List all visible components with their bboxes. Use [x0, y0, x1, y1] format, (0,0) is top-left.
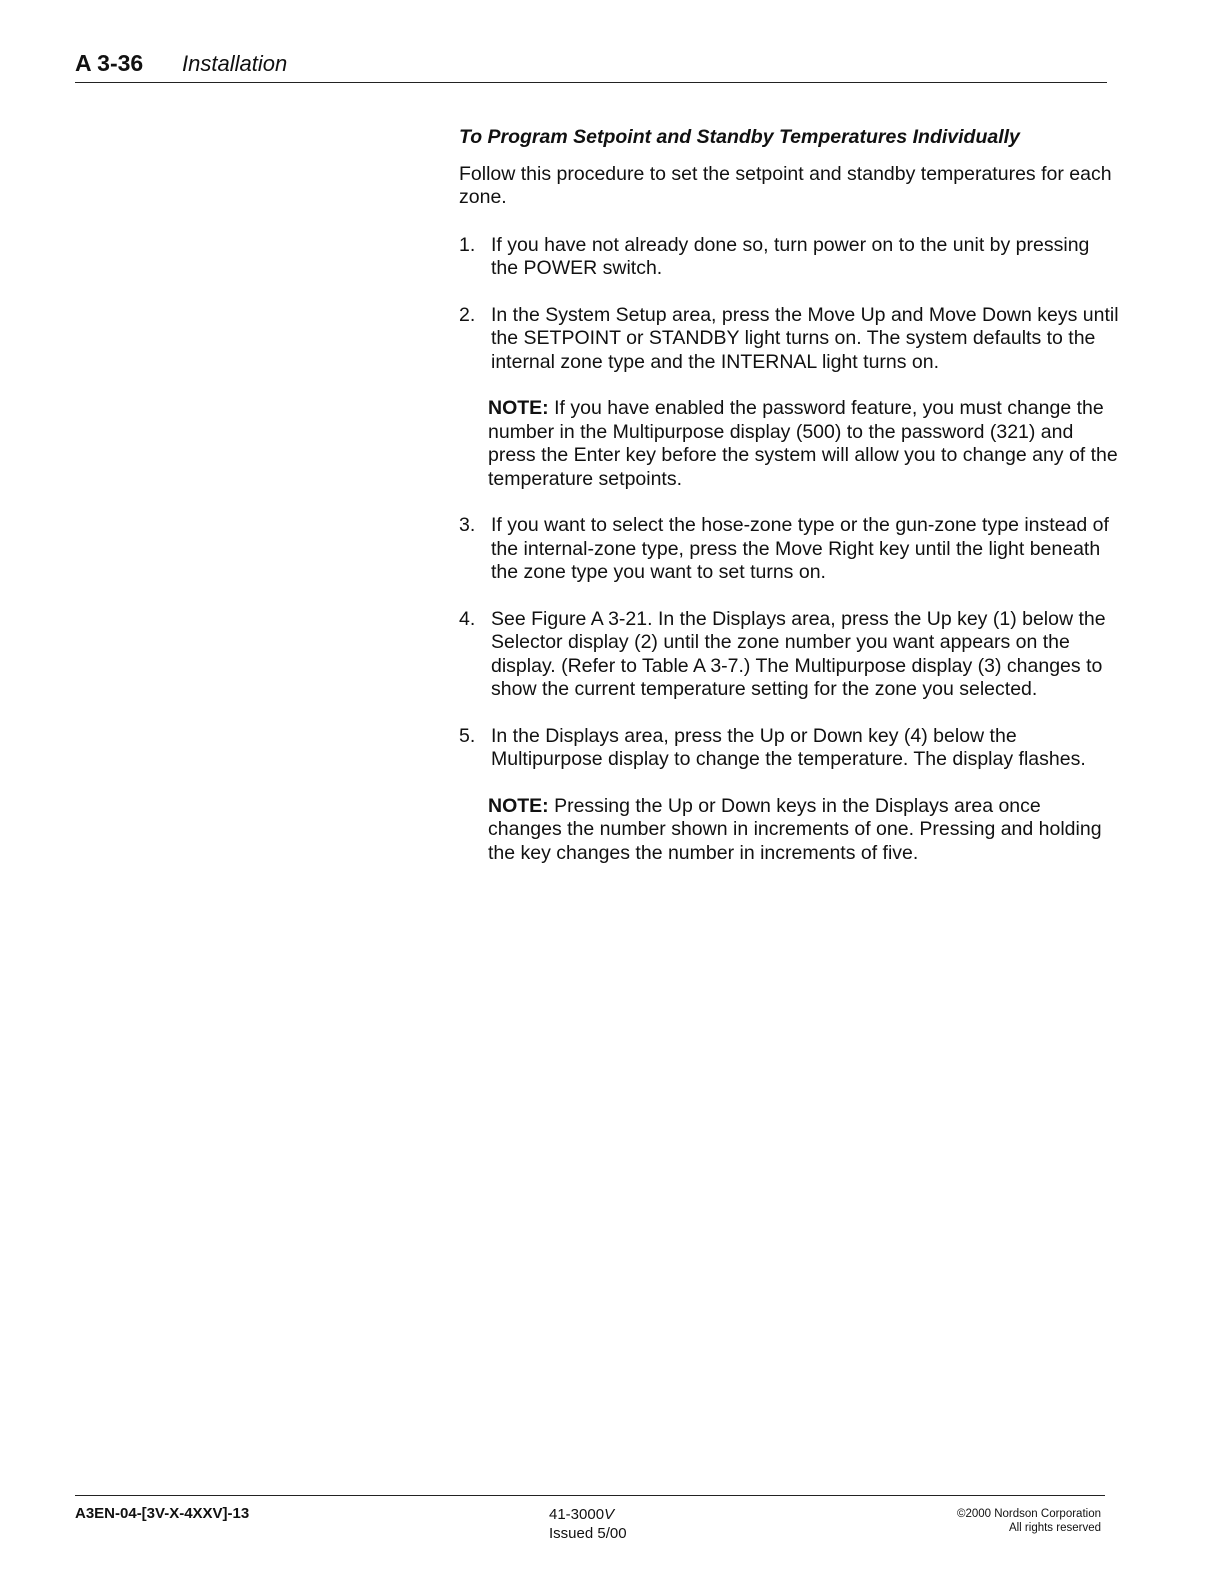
note-text: Pressing the Up or Down keys in the Displays area once changes the number shown in increments of one. Pressing and holding the key changes the number in increments of five. [488, 794, 1102, 864]
note-label: NOTE: [488, 397, 549, 419]
main-content [459, 126, 1119, 888]
note-block [459, 795, 1119, 866]
note-text: If you have enabled the password feature, you must change the number in the Multipurpose display (500) to the password (321) and press the Enter key before the system will allow you to change any of the temperature setpoints. [488, 397, 1118, 490]
part-suffix: V [604, 1506, 615, 1523]
section-title: Installation [182, 51, 288, 76]
note-label: NOTE: [488, 794, 549, 817]
part-number: 41-3000 [549, 1506, 605, 1523]
footer-doc-code: A3EN-04-[3V-X-4XXV]-13 [75, 1505, 250, 1522]
part-number-line [549, 1505, 627, 1524]
step-item [459, 304, 1119, 375]
step-item [459, 608, 1119, 702]
step-text: If you want to select the hose-zone type or the gun-zone type instead of the internal-zone type, press the Move Right key until the light beneath the zone type you want to set turns on. [491, 514, 1109, 583]
footer-divider [75, 1495, 1105, 1496]
step-item [459, 514, 1119, 585]
page-header [75, 50, 1107, 83]
step-number: 1. [459, 233, 476, 256]
page-number: A 3-36 [75, 50, 144, 76]
note-block [459, 397, 1119, 491]
step-text: See Figure A 3-21. In the Displays area, press the Up key (1) below the Selector display (2) until the zone number you want appears on the display. (Refer to Table A 3-7.) The Multipurpose display (3) changes to show the current temperature setting for the zone you selected. [491, 607, 1106, 700]
step-text: In the System Setup area, press the Move Up and Move Down keys until the SETPOINT or STANDBY light turns on. The system defaults to the internal zone type and the INTERNAL light turns on. [491, 303, 1119, 373]
rights-line: All rights reserved [1008, 1522, 1101, 1534]
step-number: 5. [459, 724, 476, 747]
step-number: 4. [459, 607, 476, 630]
footer-copyright [957, 1507, 1101, 1535]
step-text: In the Displays area, press the Up or Down key (4) below the Multipurpose display to change the temperature. The display flashes. [491, 724, 1086, 770]
step-item [459, 234, 1119, 281]
copyright-line: ©2000 Nordson Corporation [956, 1508, 1101, 1520]
footer-part-info [549, 1505, 627, 1543]
intro-paragraph: Follow this procedure to set the setpoint and standby temperatures for each zone. [459, 162, 1112, 208]
issue-date: Issued 5/00 [549, 1525, 627, 1542]
step-text: If you have not already done so, turn power on to the unit by pressing the POWER switch. [491, 233, 1090, 279]
procedure-heading: To Program Setpoint and Standby Temperatures Individually [459, 126, 1020, 148]
step-number: 3. [459, 514, 476, 536]
step-number: 2. [459, 303, 476, 326]
step-item [459, 725, 1119, 772]
